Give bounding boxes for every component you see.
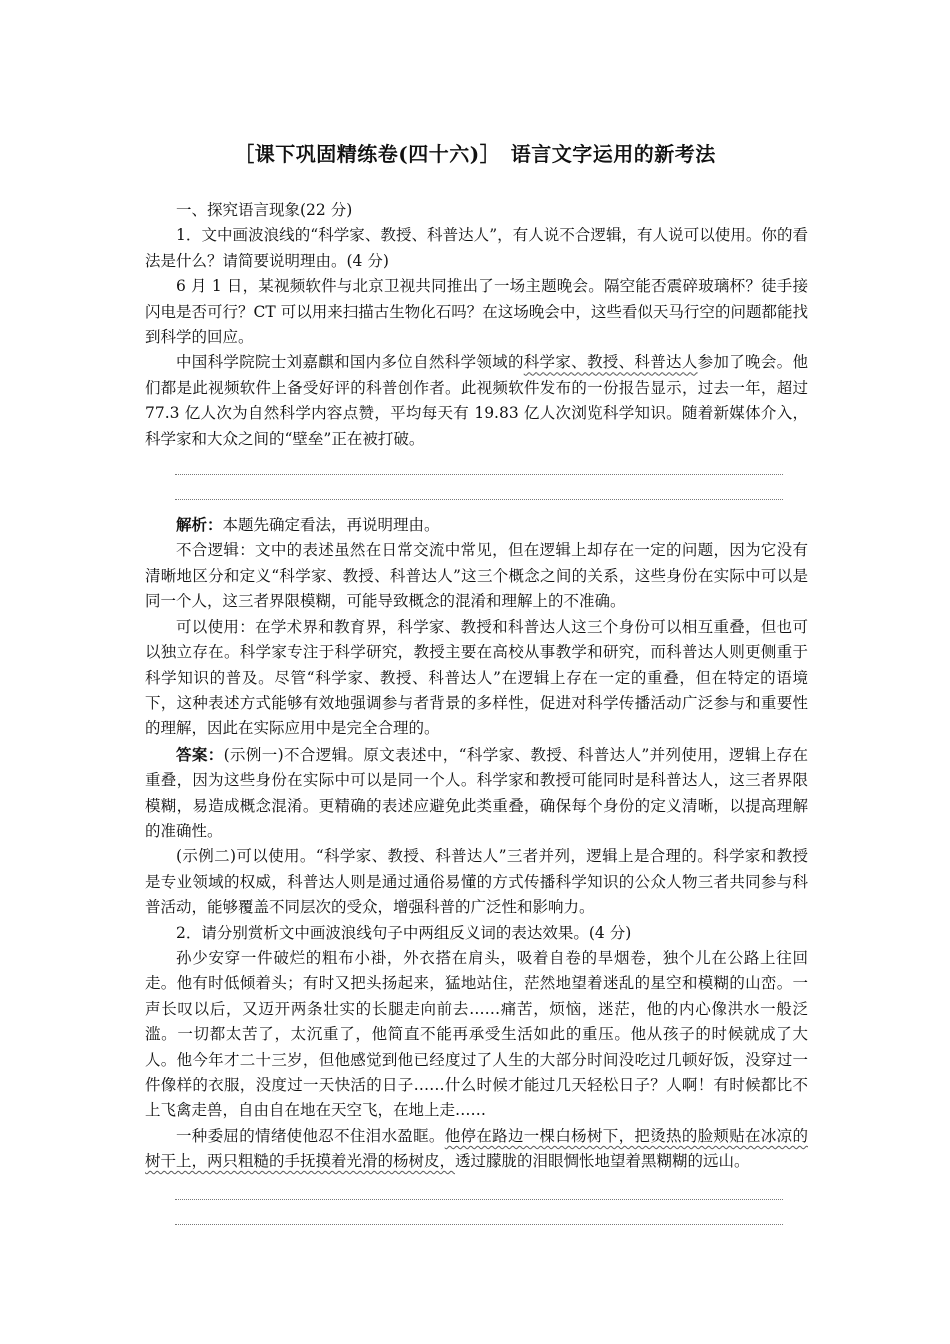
section-heading: 一、探究语言现象(22 分) (176, 201, 353, 219)
q1-answer-example-2: (示例二)可以使用。“科学家、教授、科普达人”三者并列，逻辑上是合理的。科学家和教授是专业领域的权威，科普达人则是通过通俗易懂的方式传播科学知识的公众人物三者共同参与科普活动，能够覆盖不同层次的受众，增强科普的广泛性和影响力。 (145, 847, 808, 917)
q1-passage-paragraph-2 (145, 350, 808, 452)
document-body (145, 198, 808, 1225)
q2-p2-after: 透过朦胧的泪眼惆怅地望着黑糊糊的远山。 (455, 1152, 750, 1171)
answer-line (175, 1199, 783, 1200)
q1-answer-lines (145, 474, 808, 500)
q2-passage-paragraph-2 (145, 1124, 808, 1175)
q2-answer-lines (145, 1199, 808, 1225)
q1-wavy-underlined-text: 科学家、教授、科普达人 (523, 353, 698, 372)
answer-example-1-text: (示例一)不合逻辑。原文表述中，“科学家、教授、科普达人”并列使用，逻辑上存在重叠，因为这些身份在实际中可以是同一个人。科学家和教授可能同时是科普达人，这三者界限模糊，易造成概念混淆。更精确的表述应避免此类重叠，确保每个身份的定义清晰，以提高理解的准确性。 (145, 745, 808, 840)
answer-label: 答案： (176, 744, 224, 764)
answer-line (175, 1224, 783, 1225)
q1-analysis-option-b: 可以使用：在学术界和教育界，科学家、教授和科普达人这三个身份可以相互重叠，但也可以独立存在。科学家专注于科学研究，教授主要在高校从事教学和研究，而科普达人则更侧重于科学知识的普及。尽管“科学家、教授、科普达人”在逻辑上存在一定的重叠，但在特定的语境下，这种表述方式能够有效地强调参与者背景的多样性，促进对科学传播活动广泛参与和重要性的理解，因此在实际应用中是完全合理的。 (145, 617, 808, 738)
q2-wavy-underlined-text: 他停在路边一棵白杨树下，把烫热的脸颊贴在冰凉的树干上，两只粗糙的手抚摸着光滑的杨树皮， (145, 1126, 808, 1171)
answer-line (175, 474, 783, 475)
q1-passage-paragraph-1: 6 月 1 日，某视频软件与北京卫视共同推出了一场主题晚会。隔空能否震碎玻璃杯？徒手接闪电是否可行？CT 可以用来扫描古生物化石吗？在这场晚会中，这些看似天马行空的问题都能找到科学的回应。 (145, 277, 808, 347)
q2-p2-before: 一种委屈的情绪使他忍不住泪水盈眶。 (176, 1126, 445, 1145)
q1-p2-before: 中国科学院院士刘嘉麒和国内多位自然科学领域的 (176, 353, 524, 372)
question-2: 2．请分别赏析文中画波浪线句子中两组反义词的表达效果。(4 分) (176, 923, 632, 942)
q1-analysis-option-a: 不合逻辑：文中的表述虽然在日常交流中常见，但在逻辑上却存在一定的问题，因为它没有清晰地区分和定义“科学家、教授、科普达人”这三个概念之间的关系，这些身份在实际中可以是同一个人，这三者界限模糊，可能导致概念的混淆和理解上的不准确。 (145, 541, 808, 611)
page-title: ［课下巩固精练卷(四十六)］ 语言文字运用的新考法 (234, 142, 716, 166)
analysis-label: 解析： (176, 515, 223, 535)
q1-answer-example-1 (145, 742, 808, 845)
analysis-text: 本题先确定看法，再说明理由。 (222, 516, 440, 535)
q1-p2-after: 参加了晚会。他们都是此视频软件上备受好评的科普创作者。此视频软件发布的一份报告显示，过去一年，超过 77.3 亿人次为自然科学内容点赞，平均每天有 19.83 亿人次浏览科学知识。随着新媒体介入，科学家和大众之间的“壁垒”正在被打破。 (145, 353, 808, 448)
q2-passage-paragraph-1: 孙少安穿一件破烂的粗布小褂，外衣搭在肩头，吸着自卷的旱烟卷，独个儿在公路上往回走。他有时低倾着头；有时又把头扬起来，猛地站住，茫然地望着迷乱的星空和模糊的山峦。一声长叹以后，又迈开两条壮实的长腿走向前去……痛苦，烦恼，迷茫，他的内心像洪水一般泛滥。一切都太苦了，太沉重了，他简直不能再承受生活如此的重压。他从孩子的时候就成了大人。他今年才二十三岁，但他感觉到他已经度过了人生的大部分时间没吃过几顿好饭，没穿过一件像样的衣服，没度过一天快活的日子……什么时候才能过几天轻松日子？人啊！有时候都比不上飞禽走兽，自由自在地在天空飞，在地上走…… (145, 948, 808, 1120)
q1-analysis (145, 512, 808, 538)
question-1: 1．文中画波浪线的“科学家、教授、科普达人”，有人说不合逻辑，有人说可以使用。你的看法是什么？请简要说明理由。(4 分) (145, 226, 808, 270)
